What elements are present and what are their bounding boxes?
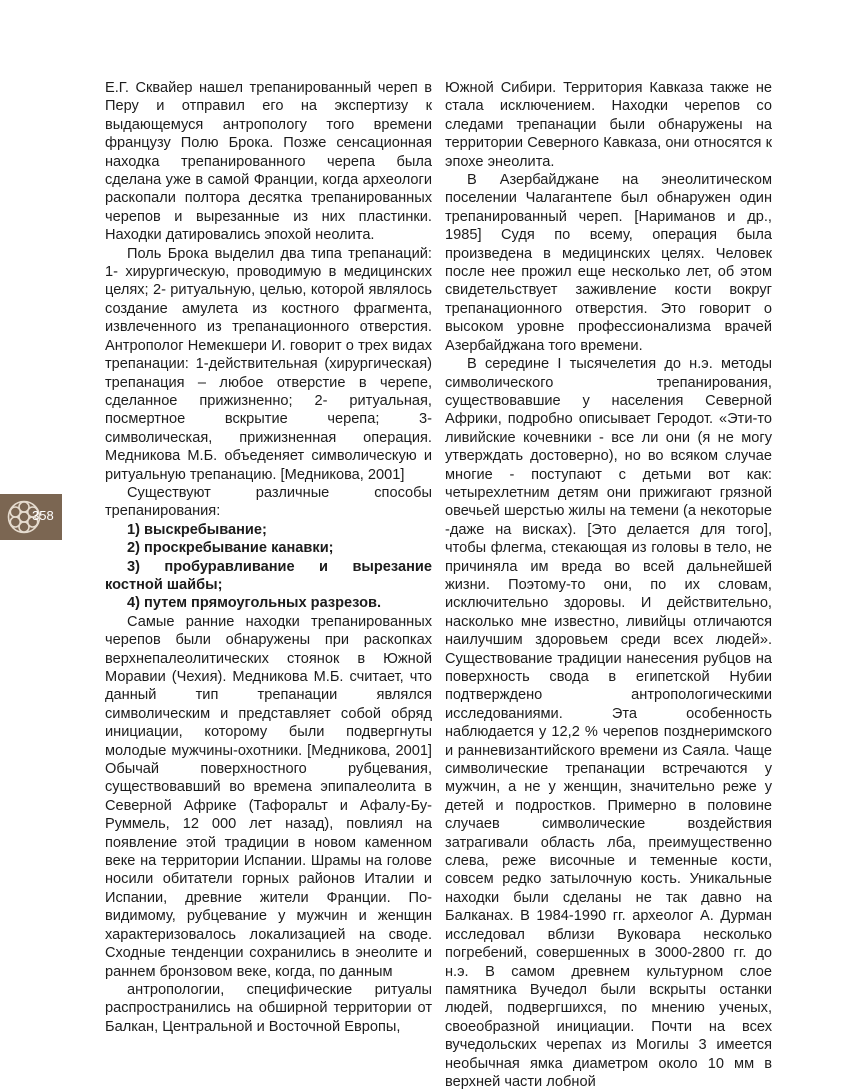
paragraph: Самые ранние находки трепанированных черепов были обнаружены при раскопках верхнепалеолитических стоянок в Южной Моравии (Чехия). Медникова М.Б. считает, что данный тип трепанации являлся символическим и представляет собой обряд инициации, которому были подвергнуты молодые мужчины-охотники. [Медникова, 2001] Обычай поверхностного рубцевания, существовавший во времена эпипалеолита в Северной Африке (Тафоральт и Афалу-Бу-Руммель, 12 000 лет назад), повлиял на появление этой традиции в новом каменном веке на территории Испании. Шрамы на голове носили обитатели горных районов Италии и Испании, древние жители Франции. По-видимому, рубцевание у мужчин и женщин характеризовалось локализацией на своде. Сходные тенденции сохранились в энеолите и раннем бронзовом веке, когда, по данным: [105, 613, 432, 980]
paragraph: Существуют различные способы трепанирования:: [105, 484, 432, 520]
paragraph: Поль Брока выделил два типа трепанаций: 1- хирургическую, проводимую в медицинских целях; 2- ритуальную, целью, которой являлось создание амулета из костного фрагмента, извлеченного из трепанационного отверстия. Антрополог Немекшери И. говорит о трех видах трепанации: 1-действительная (хирургическая) трепанация – любое отверстие в черепе, сделанное прижизненно; 2- ритуальная, посмертное вскрытие черепа; 3-символическая, прижизненная операция. Медникова М.Б. объеденяет символическую и ритуальную трепанацию. [Медникова, 2001]: [105, 245, 432, 483]
paragraph: В Азербайджане на энеолитическом поселении Чалагантепе был обнаружен один трепанированный череп. [Нариманов и др., 1985] Судя по всему, операция была произведена в медицинских целях. Человек после нее прожил еще несколько лет, об этом свидетельствует заживление кости вокруг трепанационного отверстия. Это говорит о высоком уровне профессионализма врачей Азербайджана того времени.: [445, 172, 772, 354]
list-item: 1) выскребывание;: [127, 521, 267, 538]
list-item: 2) проскребывание канавки;: [127, 540, 334, 557]
page-number-tab: [0, 494, 62, 540]
left-text-column: [105, 79, 432, 1036]
paragraph: Е.Г. Сквайер нашел трепанированный череп в Перу и отправил его на экспертизу к выдающемуся антропологу того времени французу Полю Брока. Позже сенсационная находка трепанированного черепа была сделана уже в самой Франции, когда археологи раскопали полтора десятка трепанированных черепов и вырезанные из них пластинки. Находки датировались эпохой неолита.: [105, 80, 432, 244]
paragraph: В середине I тысячелетия до н.э. методы символического трепанирования, существовавшие у населения Северной Африки, подробно описывает Геродот. «Эти-то ливийские кочевники - все ли они (я не могу утверждать достоверно), но во всяком случае многие - поступают с детьми вот как: четырехлетним детям они прижигают грязной овечьей шерстью жилы на темени (а некоторые -даже на висках). [Это делается для того], чтобы флегма, стекающая из головы в тело, не причиняла им вреда во всей дальнейшей жизни. Поэтому-то они, по их словам, исключительно здоровы. И действительно, насколько мне известно, ливийцы отличаются наилучшим здоровьем среди всех людей». Существование традиции нанесения рубцов на поверхность свода в египетской Нубии подтверждено антропологическими исследованиями. Эта особенность наблюдается у 12,2 % черепов позднеримского и ранневизантийского времени из Саяла. Чаще символические трепанации встречаются у мужчин, а не у женщин, значительно реже у детей и подростков. Примерно в половине случаев символические воздействия затрагивали область лба, преимущественно слева, реже височные и теменные кости, совсем редко затылочную кость. Уникальные находки были сделаны не так давно на Балканах. В 1984-1990 гг. археолог А. Дурман исследовал вблизи Вуковара несколько погребений, совершенных в 3000-2800 гг. до н.э. В самом древнем культурном слое памятника Вучедол были вскрыты останки людей, подвергшихся, по мнению ученых, своеобразной инициации. Почти на всех вучедольских черепах из Могилы 3 имеется необычная ямка диаметром около 10 мм в верхней части лобной: [445, 356, 772, 1090]
trepanation-methods-list: [105, 521, 432, 613]
list-item: 3) пробуравливание и вырезание костной шайбы;: [105, 558, 432, 593]
list-item: 4) путем прямоугольных разрезов.: [127, 595, 382, 612]
paragraph: антропологии, специфические ритуалы распространились на обширной территории от Балкан, Центральной и Восточной Европы,: [105, 981, 432, 1035]
page-number: 358: [32, 508, 54, 523]
paragraph: Южной Сибири. Территория Кавказа также не стала исключением. Находки черепов со следами трепанации были обнаружены на территории Северного Кавказа, они относятся к эпохе энеолита.: [445, 80, 772, 170]
right-text-column: [445, 79, 772, 1091]
